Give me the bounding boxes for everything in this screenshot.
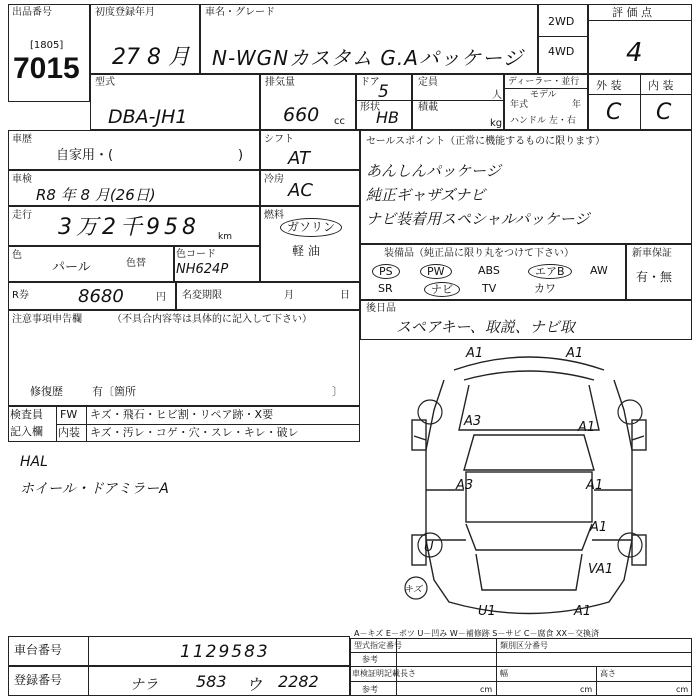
ref2-label: 参考 [362, 685, 378, 694]
grade-label: 評 価 点 [612, 6, 652, 19]
chassis-label: 車台番号 [14, 643, 63, 657]
mark-front-left: A1 [466, 346, 484, 361]
mark-rear-right: VA1 [588, 562, 614, 577]
door-divider [356, 100, 412, 101]
hgt-label: 高さ [600, 669, 616, 678]
mileage-label: 走行 [12, 210, 32, 221]
registration-class: 583 [196, 672, 227, 691]
mark-left-front: A3 [464, 414, 482, 429]
shift-value: AT [288, 148, 310, 169]
color-code-value: NH624P [176, 262, 229, 277]
mark-left-rear: U [424, 540, 434, 555]
cap-unit: 人 [492, 90, 502, 101]
equip-pw: PW [420, 264, 452, 279]
shape-label: 形状 [360, 102, 380, 113]
mark-left-mid: A3 [456, 478, 474, 493]
sales-line3: ナビ装着用スペシャルパッケージ [366, 210, 590, 228]
name-change-label: 名変期限 [182, 290, 222, 301]
recycle-label: R券 [12, 290, 29, 301]
first-reg-label: 初度登録年月 [95, 7, 155, 18]
registration-divider [88, 666, 89, 696]
car-diagram [404, 340, 654, 620]
mileage-value: 3万2千958 [58, 215, 200, 240]
color-box [8, 246, 174, 282]
ext-int-hdivider [588, 94, 692, 95]
lot-sub: [1805] [30, 40, 64, 51]
model-label: 型式 [95, 77, 115, 88]
model-year-sub: 年式 [510, 100, 529, 110]
sales-label: セールスポイント（正常に機能するものに限ります） [366, 136, 606, 147]
wid-unit: cm [580, 685, 593, 694]
dealer-divider [504, 88, 588, 89]
inspector-title2: 記入欄 [10, 425, 43, 438]
cooler-label: 冷房 [264, 174, 284, 185]
sales-line2: 純正ギャザズナビ [366, 186, 486, 204]
cert-h1 [350, 652, 692, 653]
len-label: 長さ [400, 669, 416, 678]
sales-line1: あんしんパッケージ [366, 162, 501, 180]
repair-label: 修復歴 [30, 385, 63, 398]
fuel-label: 燃料 [264, 210, 284, 221]
disp-unit: cc [334, 116, 345, 127]
name-change-day: 日 [340, 290, 350, 301]
equip-sr: SR [378, 282, 393, 295]
ext-value: C [606, 100, 622, 125]
chassis-value: 1129583 [180, 642, 270, 662]
inspection-value: R8 年 8 月(26日) [36, 186, 156, 204]
inspector-title1: 検査員 [10, 408, 43, 421]
recycle-unit: 円 [156, 292, 166, 303]
mark-right-mid: A1 [586, 478, 604, 493]
hand-note-2: ホイール・ドアミラーA [20, 481, 169, 497]
registration-number: 2282 [278, 672, 319, 691]
name-change-month: 月 [284, 290, 294, 301]
new-car-label: 新車保証 [632, 248, 672, 259]
registration-label: 登録番号 [14, 673, 63, 687]
history-close: ) [238, 148, 244, 163]
inspector-h [56, 424, 360, 425]
lot-number: 7015 [13, 52, 80, 85]
cert-v2 [496, 638, 497, 696]
load-label: 積載 [418, 102, 438, 113]
after-label: 後日品 [366, 303, 396, 314]
after-value: スペアキー、取説、ナビ取 [396, 318, 575, 336]
year-unit: 年 [572, 100, 582, 110]
drive-4wd: 4WD [548, 45, 575, 58]
mark-rear-left: U1 [478, 604, 496, 619]
cert-label: 型式指定番号 [354, 641, 402, 650]
chassis-divider [88, 636, 89, 666]
name-value: N-WGNカスタム G.Aパッケージ [212, 46, 524, 70]
vin-label: 車検証明記載 [352, 669, 400, 678]
ref-label: 参考 [362, 655, 378, 664]
inspector-fw-text: キズ・飛石・ヒビ割・リペア跡・X要 [90, 408, 274, 421]
ext-label: 外 装 [596, 79, 622, 92]
grade-value: 4 [626, 38, 643, 68]
inspector-int-text: キズ・汚レ・コゲ・穴・スレ・キレ・破レ [90, 426, 299, 439]
equipment-label: 装備品（純正品に限り丸をつけて下さい） [384, 248, 574, 259]
mark-front-right: A1 [566, 346, 584, 361]
hgt-unit: cm [676, 685, 689, 694]
color-change-label: 色替 [126, 258, 146, 269]
fuel-gas: ガソリン [280, 218, 342, 237]
color-value: パール [52, 260, 91, 275]
model-value: DBA-JH1 [108, 106, 188, 128]
mark-rear-bottom: A1 [574, 604, 592, 619]
model-year-label: モデル [530, 90, 557, 100]
cooler-value: AC [288, 180, 313, 201]
cap-label: 定員 [418, 77, 438, 88]
equip-navi: ナビ [424, 282, 460, 297]
inspection-label: 車検 [12, 174, 32, 185]
inspector-fw-label: FW [60, 408, 78, 421]
new-car-value: 有・無 [636, 270, 673, 284]
cert-h2 [350, 666, 692, 667]
door-value: 5 [378, 82, 389, 102]
name-label: 車名・グレード [205, 7, 275, 18]
shift-label: シフト [264, 134, 294, 145]
cap-divider [412, 100, 504, 101]
repair-close: 〕 [332, 385, 343, 398]
shape-value: HB [376, 108, 400, 127]
registration-kana: ウ [246, 675, 263, 694]
color-code-label: 色コード [176, 249, 216, 260]
recycle-value: 8680 [78, 286, 124, 307]
cat-label: 類別区分番号 [500, 641, 548, 650]
load-unit: kg [490, 118, 503, 129]
handle-label: ハンドル 左・右 [510, 116, 576, 126]
registration-area: ナラ [130, 677, 158, 693]
notes-label: 注意事項申告欄 [12, 314, 82, 325]
notes-instruction: （不具合内容等は具体的に記入して下さい） [112, 314, 312, 325]
history-value: 自家用・( [56, 148, 114, 163]
equip-aw: AW [590, 264, 608, 277]
door-label: ドア [360, 77, 380, 88]
mark-spare: キズ [404, 585, 422, 595]
grade-divider [588, 20, 692, 21]
equip-ps: PS [372, 264, 400, 279]
equip-abs: ABS [478, 264, 500, 277]
history-box [8, 130, 260, 170]
drive-divider [538, 36, 588, 37]
color-label: 色 [12, 250, 22, 261]
mileage-unit: km [218, 232, 232, 242]
int-label: 内 装 [648, 79, 674, 92]
damage-legend: A－キズ E－ポツ U－凹み W－補修跡 S－サビ C－腐食 XX－交換済 [354, 629, 600, 638]
cert-h3 [350, 681, 692, 682]
drive-2wd: 2WD [548, 15, 575, 28]
first-reg-value: 27 8 月 [112, 45, 190, 70]
repair-value: 有〔箇所 [92, 385, 136, 398]
inspector-int-label: 内装 [58, 426, 80, 439]
int-value: C [656, 100, 672, 125]
mark-right-rear: A1 [590, 520, 608, 535]
hand-note-1: HAL [20, 454, 48, 470]
disp-value: 660 [283, 104, 320, 126]
cert-v3 [596, 666, 597, 696]
equip-tv: TV [482, 282, 497, 295]
len-unit: cm [480, 685, 493, 694]
lot-label: 出品番号 [12, 7, 52, 18]
fuel-diesel: 軽 油 [292, 244, 320, 258]
mark-right-front: A1 [578, 420, 596, 435]
equip-leather: カワ [534, 282, 556, 295]
disp-label: 排気量 [265, 77, 295, 88]
dealer-label: ディーラー・並行 [508, 77, 580, 87]
wid-label: 幅 [500, 669, 508, 678]
ext-int-divider [640, 74, 641, 130]
history-label: 車歴 [12, 134, 32, 145]
equip-airbag: エアB [528, 264, 572, 279]
